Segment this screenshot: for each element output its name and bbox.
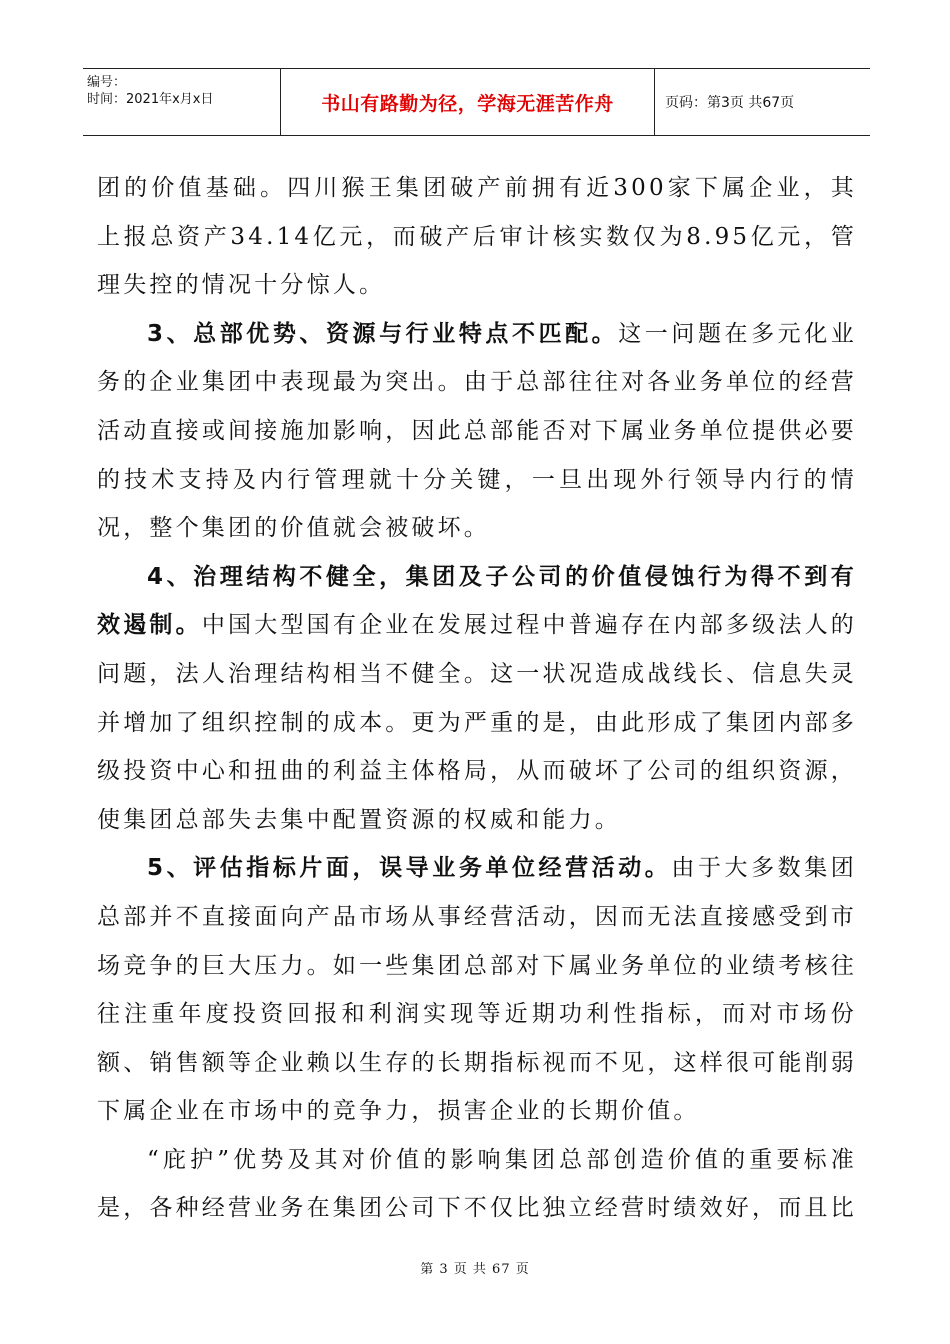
paragraph-point-4 [97, 553, 857, 845]
doc-number-label: 编号： [87, 75, 127, 90]
page-footer: 第 3 页 共 67 页 [420, 1262, 530, 1277]
paragraph-text: 这一问题在多元化业务的企业集团中表现最为突出。由于总部往往对各业务单位的经营活动直接或间接施加影响，因此总部能否对下属业务单位提供必要的技术支持及内行管理就十分关键，一旦出现外行领导内行的情况，整个集团的价值就会被破坏。 [97, 320, 857, 542]
document-body [97, 164, 857, 1233]
point-heading: 5、评估指标片面，误导业务单位经营活动。 [147, 855, 672, 882]
paragraph-point-5 [97, 844, 857, 1136]
paragraph-text: 由于大多数集团总部并不直接面向产品市场从事经营活动，因而无法直接感受到市场竞争的巨大压力。如一些集团总部对下属业务单位的业绩考核往往注重年度投资回报和利润实现等近期功利性指标，而对市场份额、销售额等企业赖以生存的长期指标视而不见，这样很可能削弱下属企业在市场中的竞争力，损害企业的长期价值。 [97, 855, 857, 1125]
header-meta [83, 69, 281, 135]
paragraph-text: “庇护”优势及其对价值的影响集团总部创造价值的重要标准是，各种经营业务在集团公司下不仅比独立经营时绩效好，而且比 [97, 1146, 857, 1222]
paragraph-text: 中国大型国有企业在发展过程中普遍存在内部多级法人的问题，法人治理结构相当不健全。这一状况造成战线长、信息失灵并增加了组织控制的成本。更为严重的是，由此形成了集团内部多级投资中心和扭曲的利益主体格局，从而破坏了公司的组织资源，使集团总部失去集中配置资源的权威和能力。 [97, 612, 857, 833]
point-heading: 3、总部优势、资源与行业特点不匹配。 [147, 320, 619, 347]
point-heading: 4、治理结构不健全，集团及子公司的价值侵蚀行为得不到有效遏制。 [97, 563, 857, 639]
paragraph-text: 团的价值基础。四川猴王集团破产前拥有近300家下属企业，其上报总资产34.14亿元，而破产后审计核实数仅为8.95亿元，管理失控的情况十分惊人。 [97, 175, 857, 299]
paragraph-point-3 [97, 310, 857, 553]
page-header [83, 68, 870, 136]
header-motto: 书山有路勤为径，学海无涯苦作舟 [281, 69, 655, 135]
paragraph-shelter [97, 1136, 857, 1233]
header-page-info: 页码：第3页 共67页 [665, 95, 795, 111]
doc-time: 时间：2021年x月x日 [87, 92, 214, 107]
paragraph-continuation [97, 164, 857, 310]
